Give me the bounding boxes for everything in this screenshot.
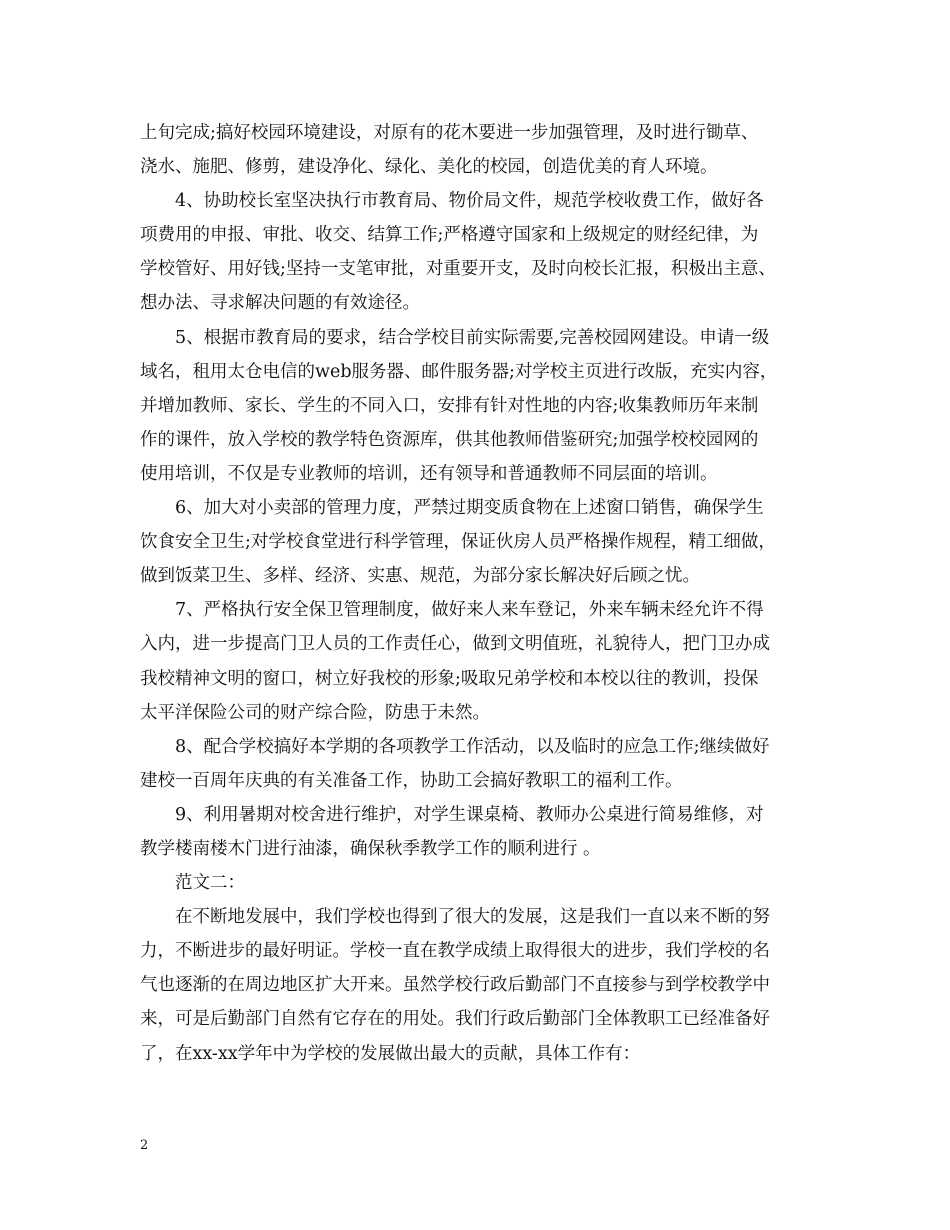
text-line: 浇水、施肥、修剪，建设净化、绿化、美化的校园，创造优美的育人环境。	[140, 157, 718, 178]
text-line: 教学楼南楼木门进行油漆，确保秋季教学工作的顺利进行 。	[140, 838, 601, 859]
text-line: 饮食安全卫生;对学校食堂进行科学管理，保证伙房人员严格操作规程，精工细做，	[140, 532, 776, 553]
text-line: 上旬完成;搞好校园环境建设，对原有的花木要进一步加强管理，及时进行锄草、	[140, 123, 759, 143]
text-line: 4、协助校长室坚决执行市教育局、物价局文件，规范学校收费工作，做好各	[175, 191, 764, 212]
text-line: 8、配合学校搞好本学期的各项教学工作活动，以及临时的应急工作;继续做好	[175, 736, 770, 757]
section-heading: 范文二：	[175, 873, 245, 894]
text-line: 了，在xx-xx学年中为学校的发展做出最大的贡献，具体工作有：	[140, 1043, 641, 1064]
text-line: 我校精神文明的窗口，树立好我校的形象;吸取兄弟学校和本校以往的教训，投保	[140, 668, 759, 689]
text-line: 在不断地发展中，我们学校也得到了很大的发展，这是我们一直以来不断的努	[175, 907, 770, 928]
text-line: 力，不断进步的最好明证。学校一直在教学成绩上取得很大的进步，我们学校的名	[140, 941, 770, 962]
text-line: 9、利用暑期对校舍进行维护，对学生课桌椅、教师办公桌进行简易维修，对	[175, 804, 764, 825]
text-line: 项费用的申报、审批、收交、结算工作;严格遵守国家和上级规定的财经纪律，为	[140, 225, 759, 246]
text-line: 5、根据市教育局的要求，结合学校目前实际需要,完善校园网建设。申请一级	[175, 327, 770, 348]
text-line: 气也逐渐的在周边地区扩大开来。虽然学校行政后勤部门不直接参与到学校教学中	[140, 975, 770, 996]
text-line: 想办法、寻求解决问题的有效途径。	[140, 293, 420, 314]
text-line: 来，可是后勤部门自然有它存在的用处。我们行政后勤部门全体教职工已经准备好	[140, 1009, 770, 1030]
text-line: 做到饭菜卫生、多样、经济、实惠、规范，为部分家长解决好后顾之忧。	[140, 566, 700, 587]
text-line: 学校管好、用好钱;坚持一支笔审批，对重要开支，及时向校长汇报，积极出主意、	[140, 259, 776, 280]
text-line: 入内，进一步提高门卫人员的工作责任心，做到文明值班，礼貌待人，把门卫办成	[140, 634, 770, 655]
text-line: 太平洋保险公司的财产综合险，防患于未然。	[140, 702, 490, 723]
text-line: 使用培训，不仅是专业教师的培训，还有领导和普通教师不同层面的培训。	[140, 463, 718, 484]
text-line: 7、严格执行安全保卫管理制度，做好来人来车登记，外来车辆未经允许不得	[175, 600, 764, 621]
text-line: 建校一百周年庆典的有关准备工作，协助工会搞好教职工的福利工作。	[140, 770, 683, 791]
document-body	[140, 116, 816, 1071]
text-line: 作的课件，放入学校的教学特色资源库，供其他教师借鉴研究;加强学校校园网的	[140, 429, 759, 450]
text-line: 域名，租用太仓电信的web服务器、邮件服务器;对学校主页进行改版，充实内容，	[140, 361, 778, 382]
page-number: 2	[140, 1138, 149, 1153]
text-line: 6、加大对小卖部的管理力度，严禁过期变质食物在上述窗口销售，确保学生	[175, 498, 764, 519]
text-line: 并增加教师、家长、学生的不同入口，安排有针对性地的内容;收集教师历年来制	[140, 395, 759, 416]
